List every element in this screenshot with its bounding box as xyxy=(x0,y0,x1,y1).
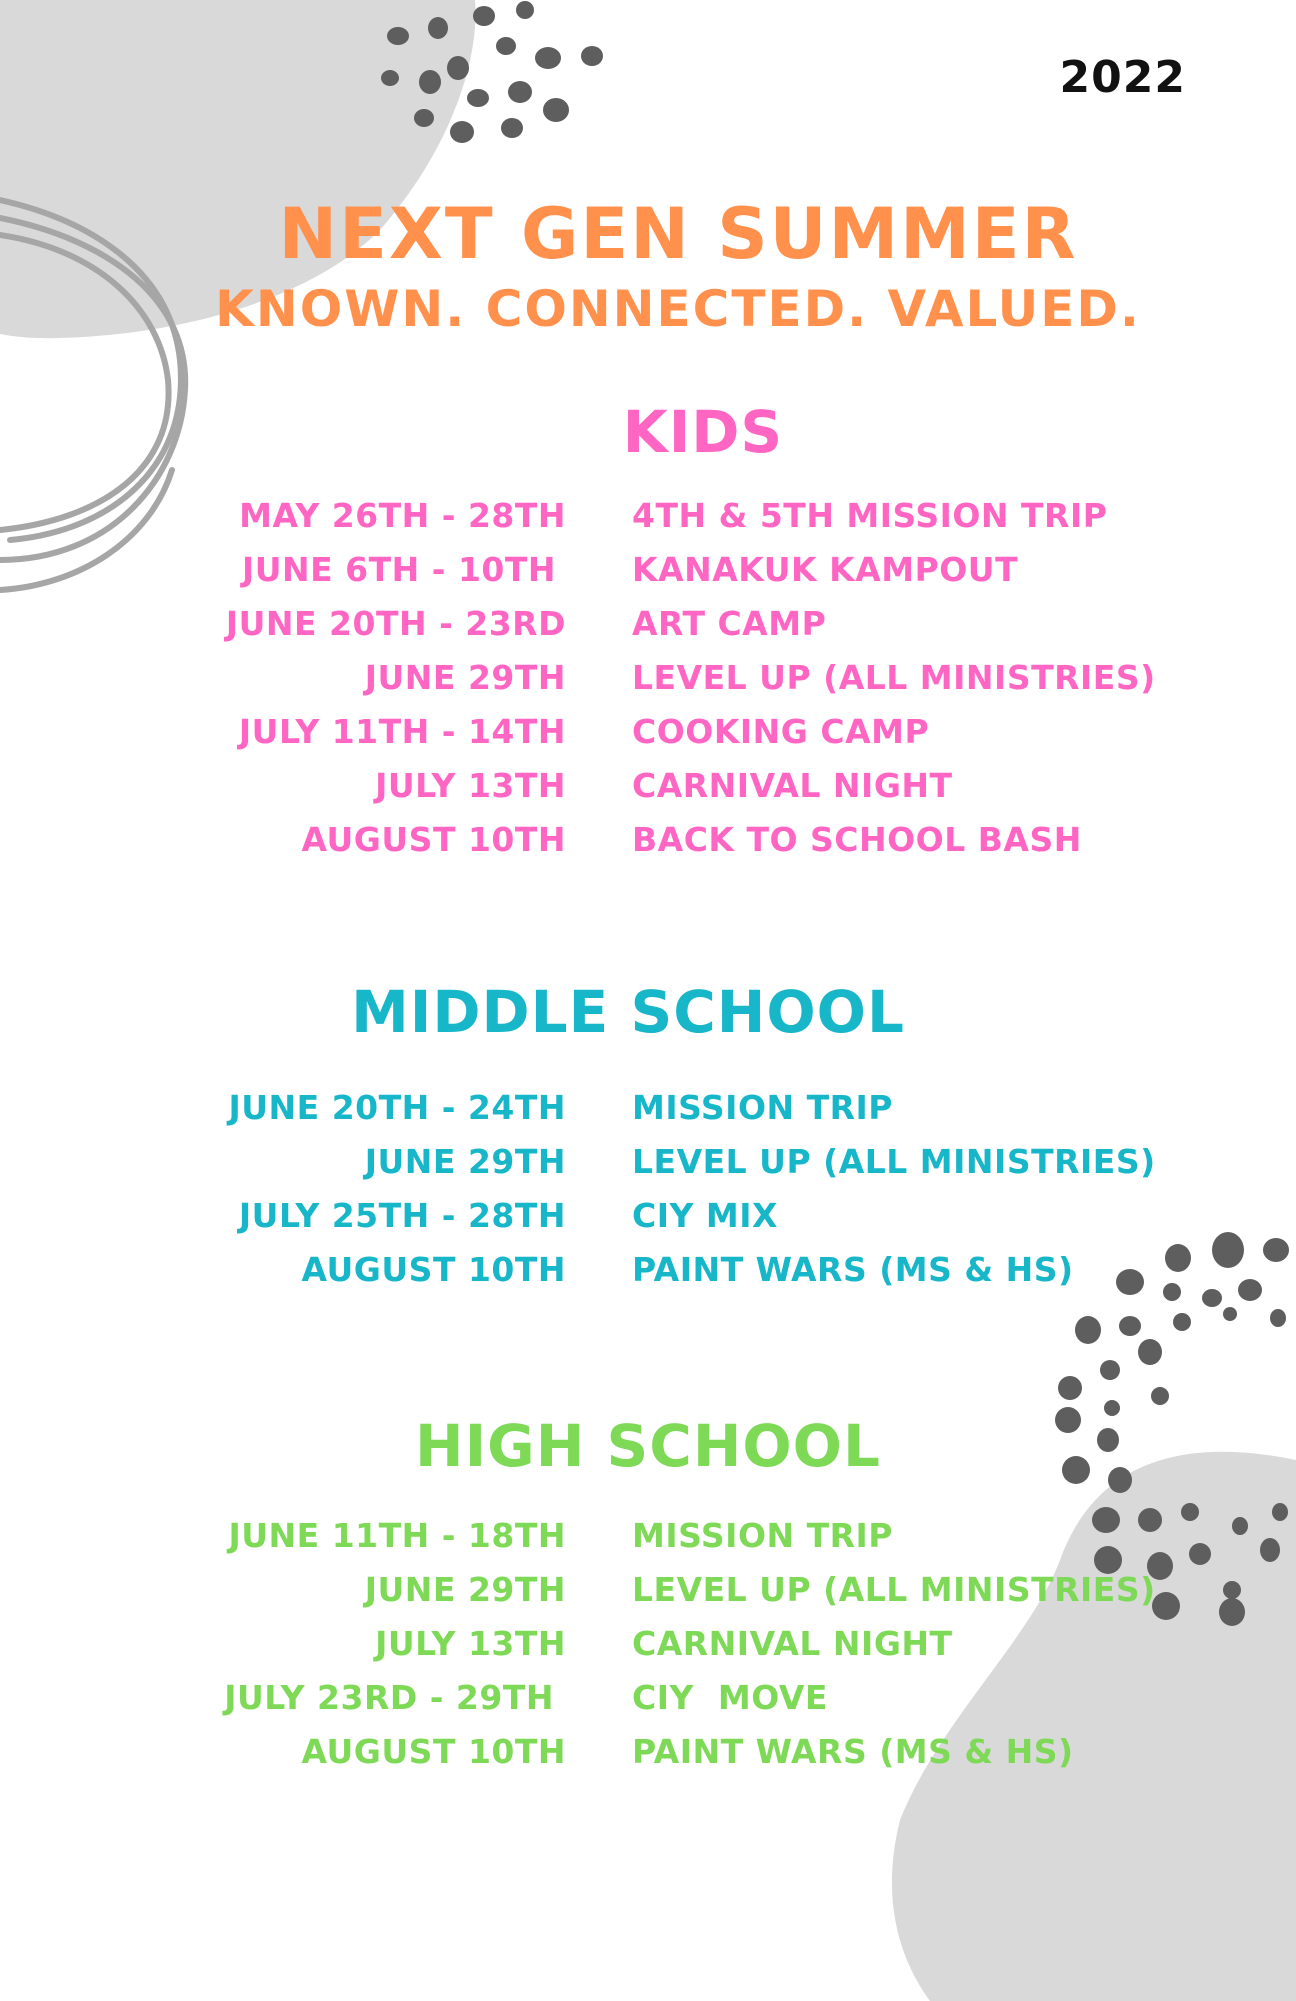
event-row xyxy=(0,1678,1296,1732)
event-row xyxy=(0,766,1296,820)
page-subtitle: KNOWN. CONNECTED. VALUED. xyxy=(215,280,1141,338)
event-name: CARNIVAL NIGHT xyxy=(632,1624,953,1663)
event-date: JULY 11TH - 14TH xyxy=(238,712,566,751)
event-row xyxy=(0,1624,1296,1678)
event-name: PAINT WARS (MS & HS) xyxy=(632,1732,1074,1771)
event-row xyxy=(0,496,1296,550)
event-date: JULY 13TH xyxy=(375,1624,566,1663)
event-name: CIY MOVE xyxy=(632,1678,828,1717)
event-date: JUNE 20TH - 23RD xyxy=(225,604,566,643)
event-name: KANAKUK KAMPOUT xyxy=(632,550,1019,589)
event-row xyxy=(0,1088,1296,1142)
event-row xyxy=(0,1732,1296,1786)
event-date: MAY 26TH - 28TH xyxy=(239,496,566,535)
event-row xyxy=(0,550,1296,604)
high-school-events xyxy=(0,1516,1296,1786)
event-date: JUNE 29TH xyxy=(364,658,566,697)
event-date: JULY 25TH - 28TH xyxy=(238,1196,566,1235)
event-name: LEVEL UP (ALL MINISTRIES) xyxy=(632,658,1156,697)
event-date: AUGUST 10TH xyxy=(301,1732,566,1771)
event-name: PAINT WARS (MS & HS) xyxy=(632,1250,1074,1289)
event-date: JUNE 29TH xyxy=(364,1142,566,1181)
event-name: CARNIVAL NIGHT xyxy=(632,766,953,805)
section-title-kids: KIDS xyxy=(622,398,784,466)
event-name: MISSION TRIP xyxy=(632,1516,893,1555)
event-date: JULY 23RD - 29TH xyxy=(224,1678,554,1717)
section-title-middle-school: MIDDLE SCHOOL xyxy=(351,978,905,1046)
event-row xyxy=(0,1250,1296,1304)
event-name: ART CAMP xyxy=(632,604,827,643)
event-name: BACK TO SCHOOL BASH xyxy=(632,820,1082,859)
kids-events xyxy=(0,496,1296,874)
year-label: 2022 xyxy=(1059,52,1186,103)
event-name: MISSION TRIP xyxy=(632,1088,893,1127)
event-row xyxy=(0,820,1296,874)
event-date: JULY 13TH xyxy=(375,766,566,805)
section-title-high-school: HIGH SCHOOL xyxy=(415,1412,881,1480)
middle-school-events xyxy=(0,1088,1296,1304)
event-date: AUGUST 10TH xyxy=(301,820,566,859)
event-row xyxy=(0,1142,1296,1196)
event-row xyxy=(0,712,1296,766)
event-date: JUNE 20TH - 24TH xyxy=(228,1088,566,1127)
event-row xyxy=(0,1516,1296,1570)
event-date: AUGUST 10TH xyxy=(301,1250,566,1289)
event-row xyxy=(0,658,1296,712)
page-title: NEXT GEN SUMMER xyxy=(278,193,1078,275)
event-name: LEVEL UP (ALL MINISTRIES) xyxy=(632,1570,1156,1609)
event-name: CIY MIX xyxy=(632,1196,778,1235)
event-date: JUNE 11TH - 18TH xyxy=(228,1516,566,1555)
event-name: COOKING CAMP xyxy=(632,712,930,751)
event-row xyxy=(0,1196,1296,1250)
event-name: LEVEL UP (ALL MINISTRIES) xyxy=(632,1142,1156,1181)
event-row xyxy=(0,1570,1296,1624)
event-date: JUNE 29TH xyxy=(364,1570,566,1609)
event-row xyxy=(0,604,1296,658)
event-name: 4TH & 5TH MISSION TRIP xyxy=(632,496,1108,535)
event-date: JUNE 6TH - 10TH xyxy=(241,550,556,589)
